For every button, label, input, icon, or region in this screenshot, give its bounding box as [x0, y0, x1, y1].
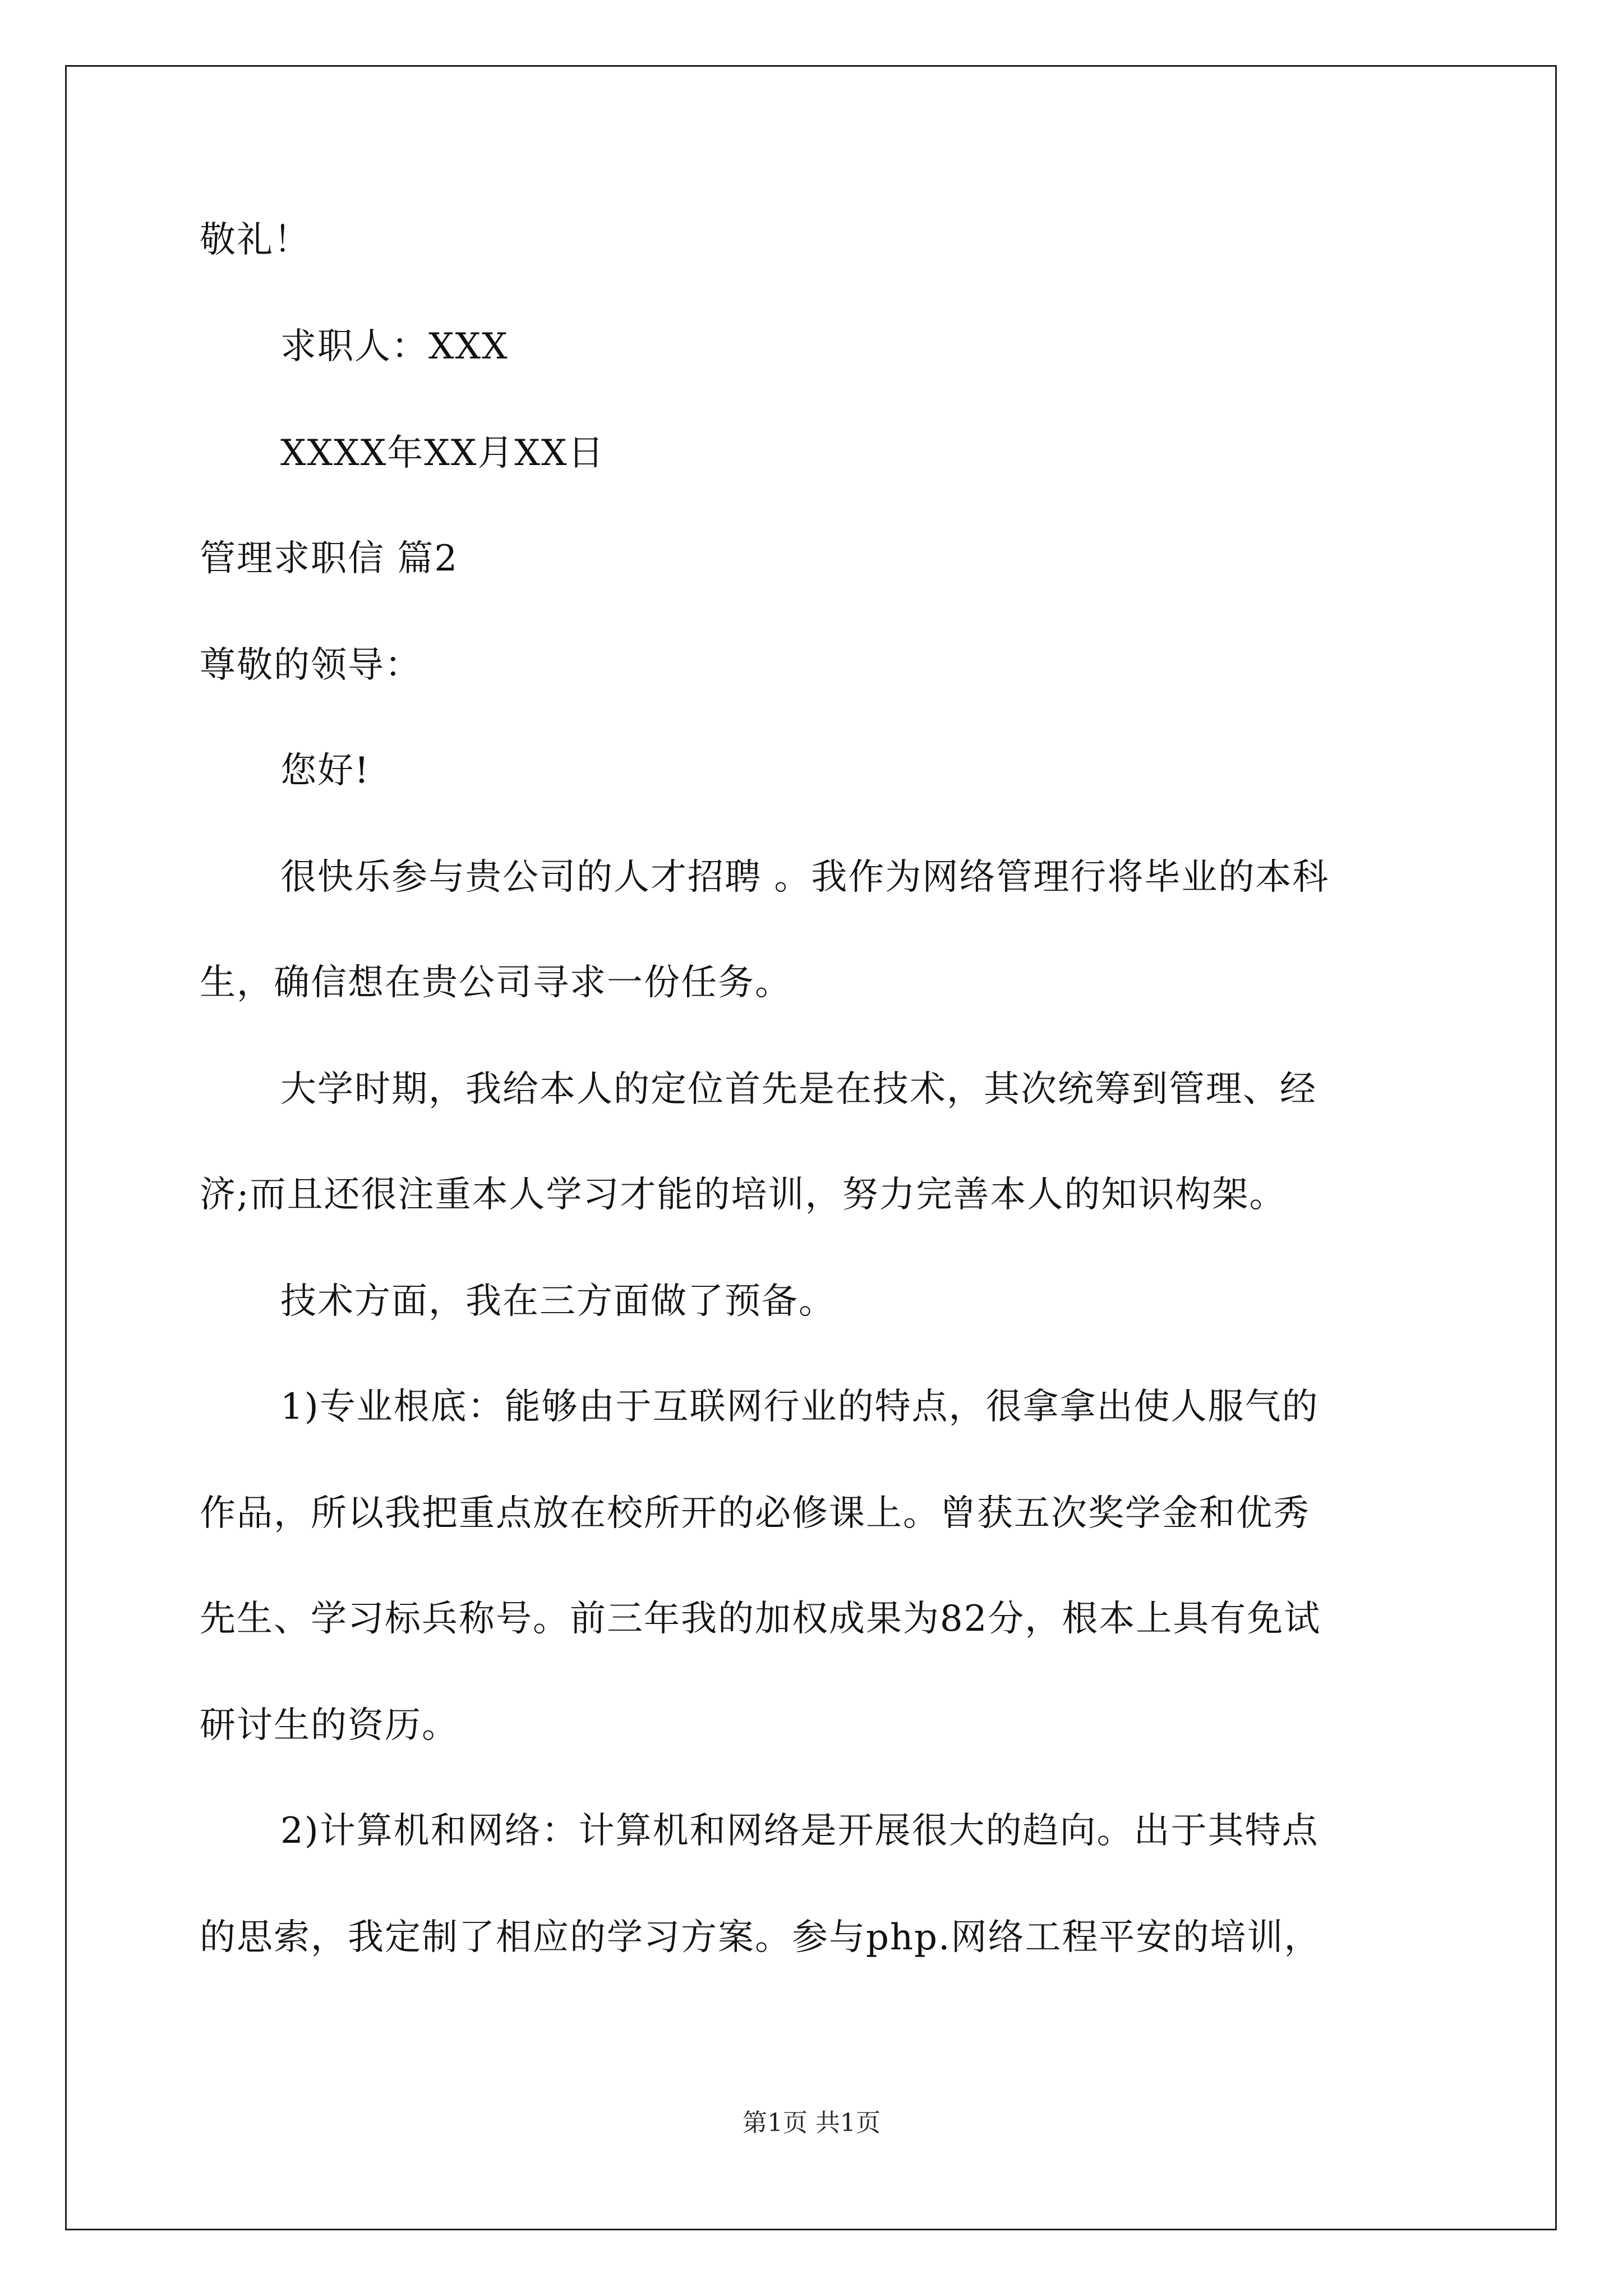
- salutation: 尊敬的领导：: [200, 645, 422, 686]
- text-line: 敬礼！: [200, 219, 311, 261]
- text-line: 大学时期，我给本人的定位首先是在技术，其次统筹到管理、经: [280, 1069, 1317, 1110]
- text-line: XXXX年XX月XX日: [280, 432, 605, 474]
- text-line: 1)专业根底：能够由于互联网行业的特点，很拿拿出使人服气的: [280, 1386, 1319, 1428]
- text-line: 济;而且还很注重本人学习才能的培训，努力完善本人的知识构架。: [200, 1174, 1287, 1216]
- page-border: [65, 65, 1557, 2230]
- text-line: 您好!: [280, 750, 370, 792]
- text-line: 先生、学习标兵称号。前三年我的加权成果为82分，根本上具有免试: [200, 1598, 1321, 1640]
- text-line: 求职人：XXX: [280, 326, 509, 367]
- text-line: 技术方面，我在三方面做了预备。: [280, 1281, 836, 1322]
- text-line: 生，确信想在贵公司寻求一份任务。: [200, 962, 792, 1004]
- page-number-footer: 第1页 共1页: [743, 2109, 880, 2137]
- text-line: 作品，所以我把重点放在校所开的必修课上。曾获五次奖学金和优秀: [200, 1493, 1310, 1534]
- text-line: 很快乐参与贵公司的人才招聘 。我作为网络管理行将毕业的本科: [280, 857, 1330, 898]
- section-heading: 管理求职信 篇2: [200, 538, 459, 579]
- text-line: 2)计算机和网络：计算机和网络是开展很大的趋向。出于其特点: [280, 1810, 1319, 1852]
- text-line: 研讨生的资历。: [200, 1705, 459, 1746]
- text-line: 的思索，我定制了相应的学习方案。参与php.网络工程平安的培训，: [200, 1917, 1321, 1958]
